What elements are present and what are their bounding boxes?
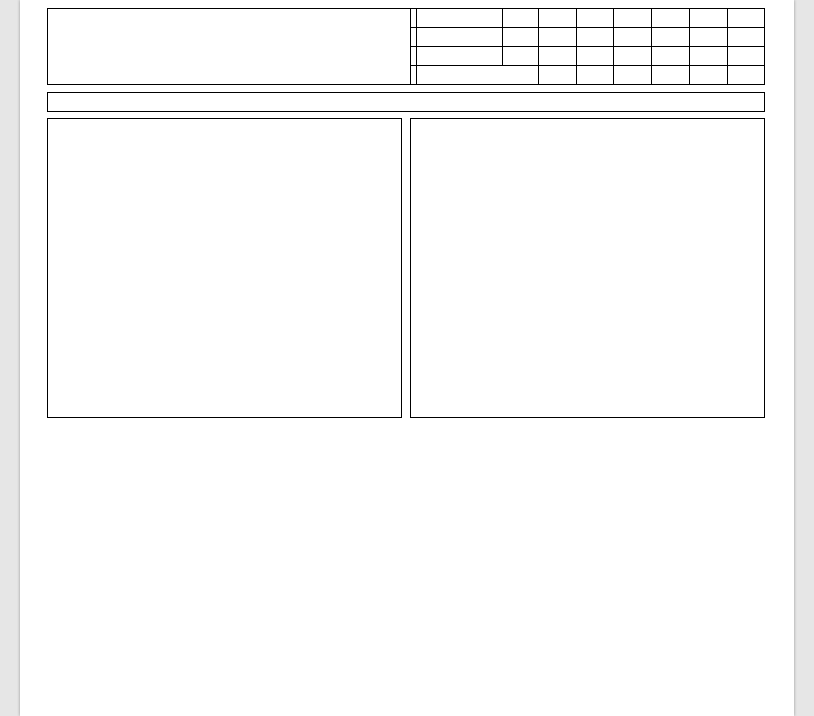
score-sets-won <box>502 28 538 47</box>
score-duration-label <box>411 66 539 85</box>
score-set-duration <box>614 66 652 85</box>
score-total-points <box>728 28 765 47</box>
score-set-points <box>576 47 614 66</box>
score-table <box>410 8 765 85</box>
score-set-duration <box>538 66 576 85</box>
score-set-points <box>690 28 728 47</box>
match-info-box <box>47 8 417 85</box>
score-total-points <box>728 47 765 66</box>
team-a-roster <box>47 118 402 418</box>
score-set-duration <box>652 66 690 85</box>
score-header-set3 <box>614 9 652 28</box>
score-header-set4 <box>652 9 690 28</box>
score-set-points <box>538 28 576 47</box>
score-header-sets <box>502 9 538 28</box>
score-set-points <box>652 28 690 47</box>
score-header-row <box>411 9 765 28</box>
score-set-points <box>614 47 652 66</box>
score-header-teams <box>411 9 503 28</box>
duration-line <box>52 67 68 86</box>
score-team-name <box>411 47 503 66</box>
score-set-points <box>576 28 614 47</box>
score-team-name <box>411 28 503 47</box>
score-set-points <box>538 47 576 66</box>
score-set-duration <box>576 66 614 85</box>
score-sets-won <box>502 47 538 66</box>
score-set-points <box>614 28 652 47</box>
score-header-set5 <box>690 9 728 28</box>
score-header-set2 <box>576 9 614 28</box>
score-row-bel <box>411 28 765 47</box>
score-set-points <box>652 47 690 66</box>
scoresheet-page <box>20 0 794 716</box>
team-b-roster <box>410 118 765 418</box>
score-row-pur <box>411 47 765 66</box>
score-header-total <box>728 9 765 28</box>
score-duration-row <box>411 66 765 85</box>
score-total-duration <box>728 66 765 85</box>
score-set-points <box>690 47 728 66</box>
referees-box <box>47 92 765 112</box>
score-header-set1 <box>538 9 576 28</box>
score-set-duration <box>690 66 728 85</box>
